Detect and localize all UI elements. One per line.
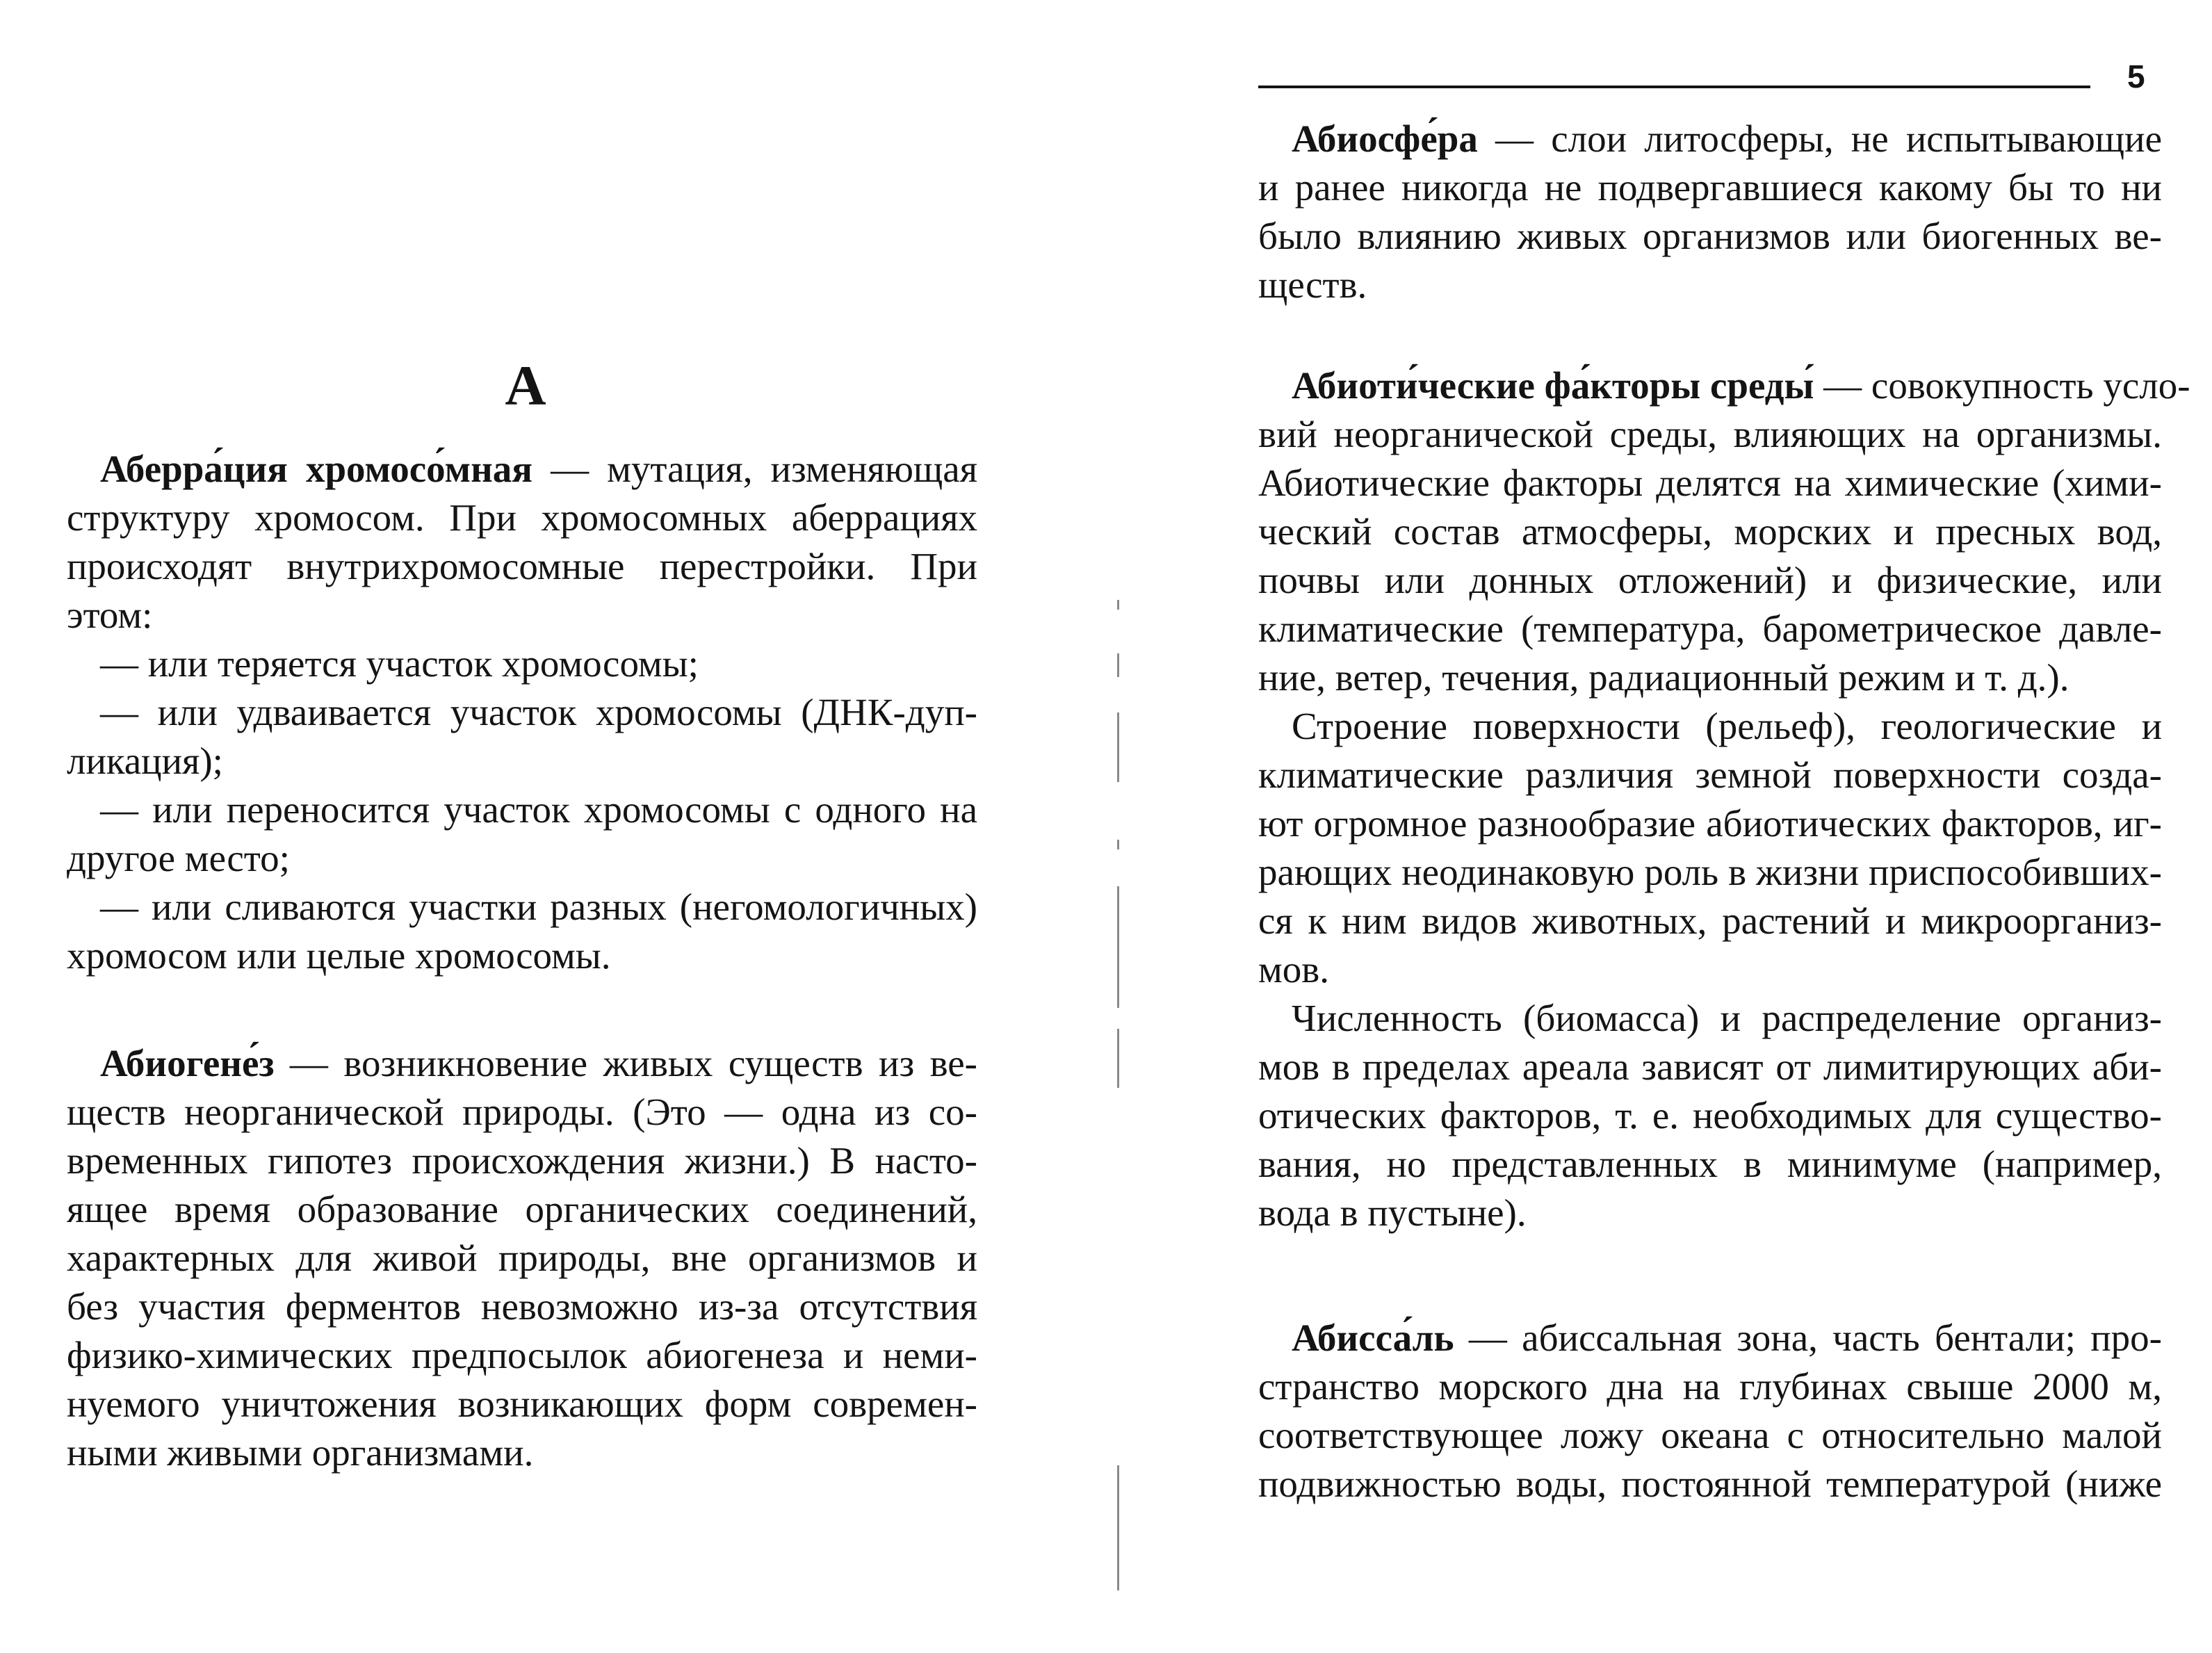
gutter-mark (1117, 840, 1119, 849)
gutter-mark (1117, 886, 1119, 1008)
page-number: 5 (2127, 58, 2145, 95)
entry-line: — или теряется участок хромосомы; (100, 642, 699, 685)
entry-line: характерных для живой природы, вне организмов и (67, 1237, 977, 1279)
entry-first-line: Абисса́ль — абиссальная зона, часть бентали; про- (1292, 1317, 2162, 1359)
entry-line: структуру хромосом. При хромосомных аберрациях (67, 496, 977, 539)
entry-first-line: Абиогене́з — возникновение живых существ из ве- (100, 1042, 977, 1084)
entry-term: Абисса́ль (1292, 1317, 1454, 1359)
header-rule (1258, 86, 2090, 88)
entry-line: вода в пустыне). (1258, 1191, 1527, 1234)
entry-aberration (67, 445, 977, 980)
entry-line: ческий состав атмосферы, морских и пресных вод, (1258, 510, 2162, 553)
gutter-mark (1117, 1029, 1119, 1088)
entry-line: физико-химических предпосылок абиогенеза и неми- (67, 1334, 977, 1376)
entry-first-line: Абиоти́ческие фа́кторы среды́ — совокупность усло- (1292, 364, 2190, 407)
entry-line: нуемого уничтожения возникающих форм современ- (67, 1383, 977, 1425)
entry-line: и ранее никогда не подвергавшиеся какому бы то ни (1258, 166, 2162, 209)
entry-line: странство морского дна на глубинах свыше 2000 м, (1258, 1365, 2162, 1408)
entry-line: ликация); (67, 740, 223, 782)
entry-line: ние, ветер, течения, радиационный режим и т. д.). (1258, 656, 2069, 699)
entry-line: ют огромное разнообразие абиотических факторов, иг- (1258, 802, 2162, 845)
entry-line: ными живыми организмами. (67, 1431, 534, 1474)
entry-line: Абиотические факторы делятся на химические (хими- (1258, 462, 2162, 504)
entry-line: соответствующее ложу океана с относительно малой (1258, 1414, 2162, 1456)
entry-line: вий неорганической среды, влияющих на организмы. (1258, 413, 2162, 455)
entry-line: без участия ферментов невозможно из-за отсутствия (67, 1285, 977, 1328)
entry-line: было влиянию живых организмов или биогенных ве- (1258, 215, 2162, 257)
entry-term: Абиоти́ческие фа́кторы среды́ (1292, 364, 1814, 407)
entry-term: Аберра́ция хромосо́мная (100, 448, 533, 490)
entry-line: Строение поверхности (рельеф), геологические и (1292, 705, 2162, 747)
gutter-mark (1117, 712, 1119, 782)
entry-line: — или сливаются участки разных (негомологичных) (100, 886, 977, 928)
entry-line: мов в пределах ареала зависят от лимитирующих аби- (1258, 1045, 2162, 1088)
entry-line: подвижностью воды, постоянной температурой (ниже (1258, 1463, 2162, 1505)
entry-line: климатические различия земной поверхности созда- (1258, 754, 2162, 796)
entry-line: ществ неорганической природы. (Это — одна из со- (67, 1091, 977, 1133)
entry-line: отических факторов, т. е. необходимых для существо- (1258, 1094, 2162, 1137)
entry-abiogenesis (67, 1039, 977, 1477)
entry-first-line: Аберра́ция хромосо́мная — мутация, изменяющая (100, 448, 977, 490)
entry-line: хромосом или целые хромосомы. (67, 934, 611, 977)
entry-line: вания, но представленных в минимуме (например, (1258, 1143, 2162, 1185)
entry-line: — или удваивается участок хромосомы (ДНК-дуп- (100, 691, 977, 733)
gutter-mark (1117, 600, 1119, 610)
entry-line: ществ. (1258, 263, 1367, 306)
section-letter: А (505, 354, 546, 417)
entry-line: климатические (температура, барометрическое давле- (1258, 608, 2162, 650)
entry-line: — или переносится участок хромосомы с одного на (100, 788, 977, 831)
entry-abyssal (1258, 1314, 2162, 1508)
entry-abiotic-factors (1258, 361, 2190, 1237)
entry-first-line: Абиосфе́ра — слои литосферы, не испытывающие (1292, 117, 2162, 160)
entry-line: происходят внутрихромосомные перестройки. При (67, 545, 977, 587)
gutter-mark (1117, 653, 1119, 677)
entry-line: мов. (1258, 948, 1330, 991)
entry-line: этом: (67, 594, 153, 636)
entry-abiosphere (1258, 115, 2162, 309)
gutter-mark (1117, 1465, 1119, 1590)
entry-line: Численность (биомасса) и распределение организ- (1292, 997, 2162, 1039)
entry-term: Абиогене́з (100, 1042, 275, 1084)
entry-line: временных гипотез происхождения жизни.) В насто- (67, 1139, 977, 1182)
entry-term: Абиосфе́ра (1292, 117, 1478, 160)
entry-line: ся к ним видов животных, растений и микроорганиз- (1258, 899, 2162, 942)
entry-line: другое место; (67, 837, 290, 879)
entry-line: ящее время образование органических соединений, (67, 1188, 977, 1230)
entry-line: почвы или донных отложений) и физические, или (1258, 559, 2162, 601)
entry-line: рающих неодинаковую роль в жизни приспособивших- (1258, 851, 2162, 893)
